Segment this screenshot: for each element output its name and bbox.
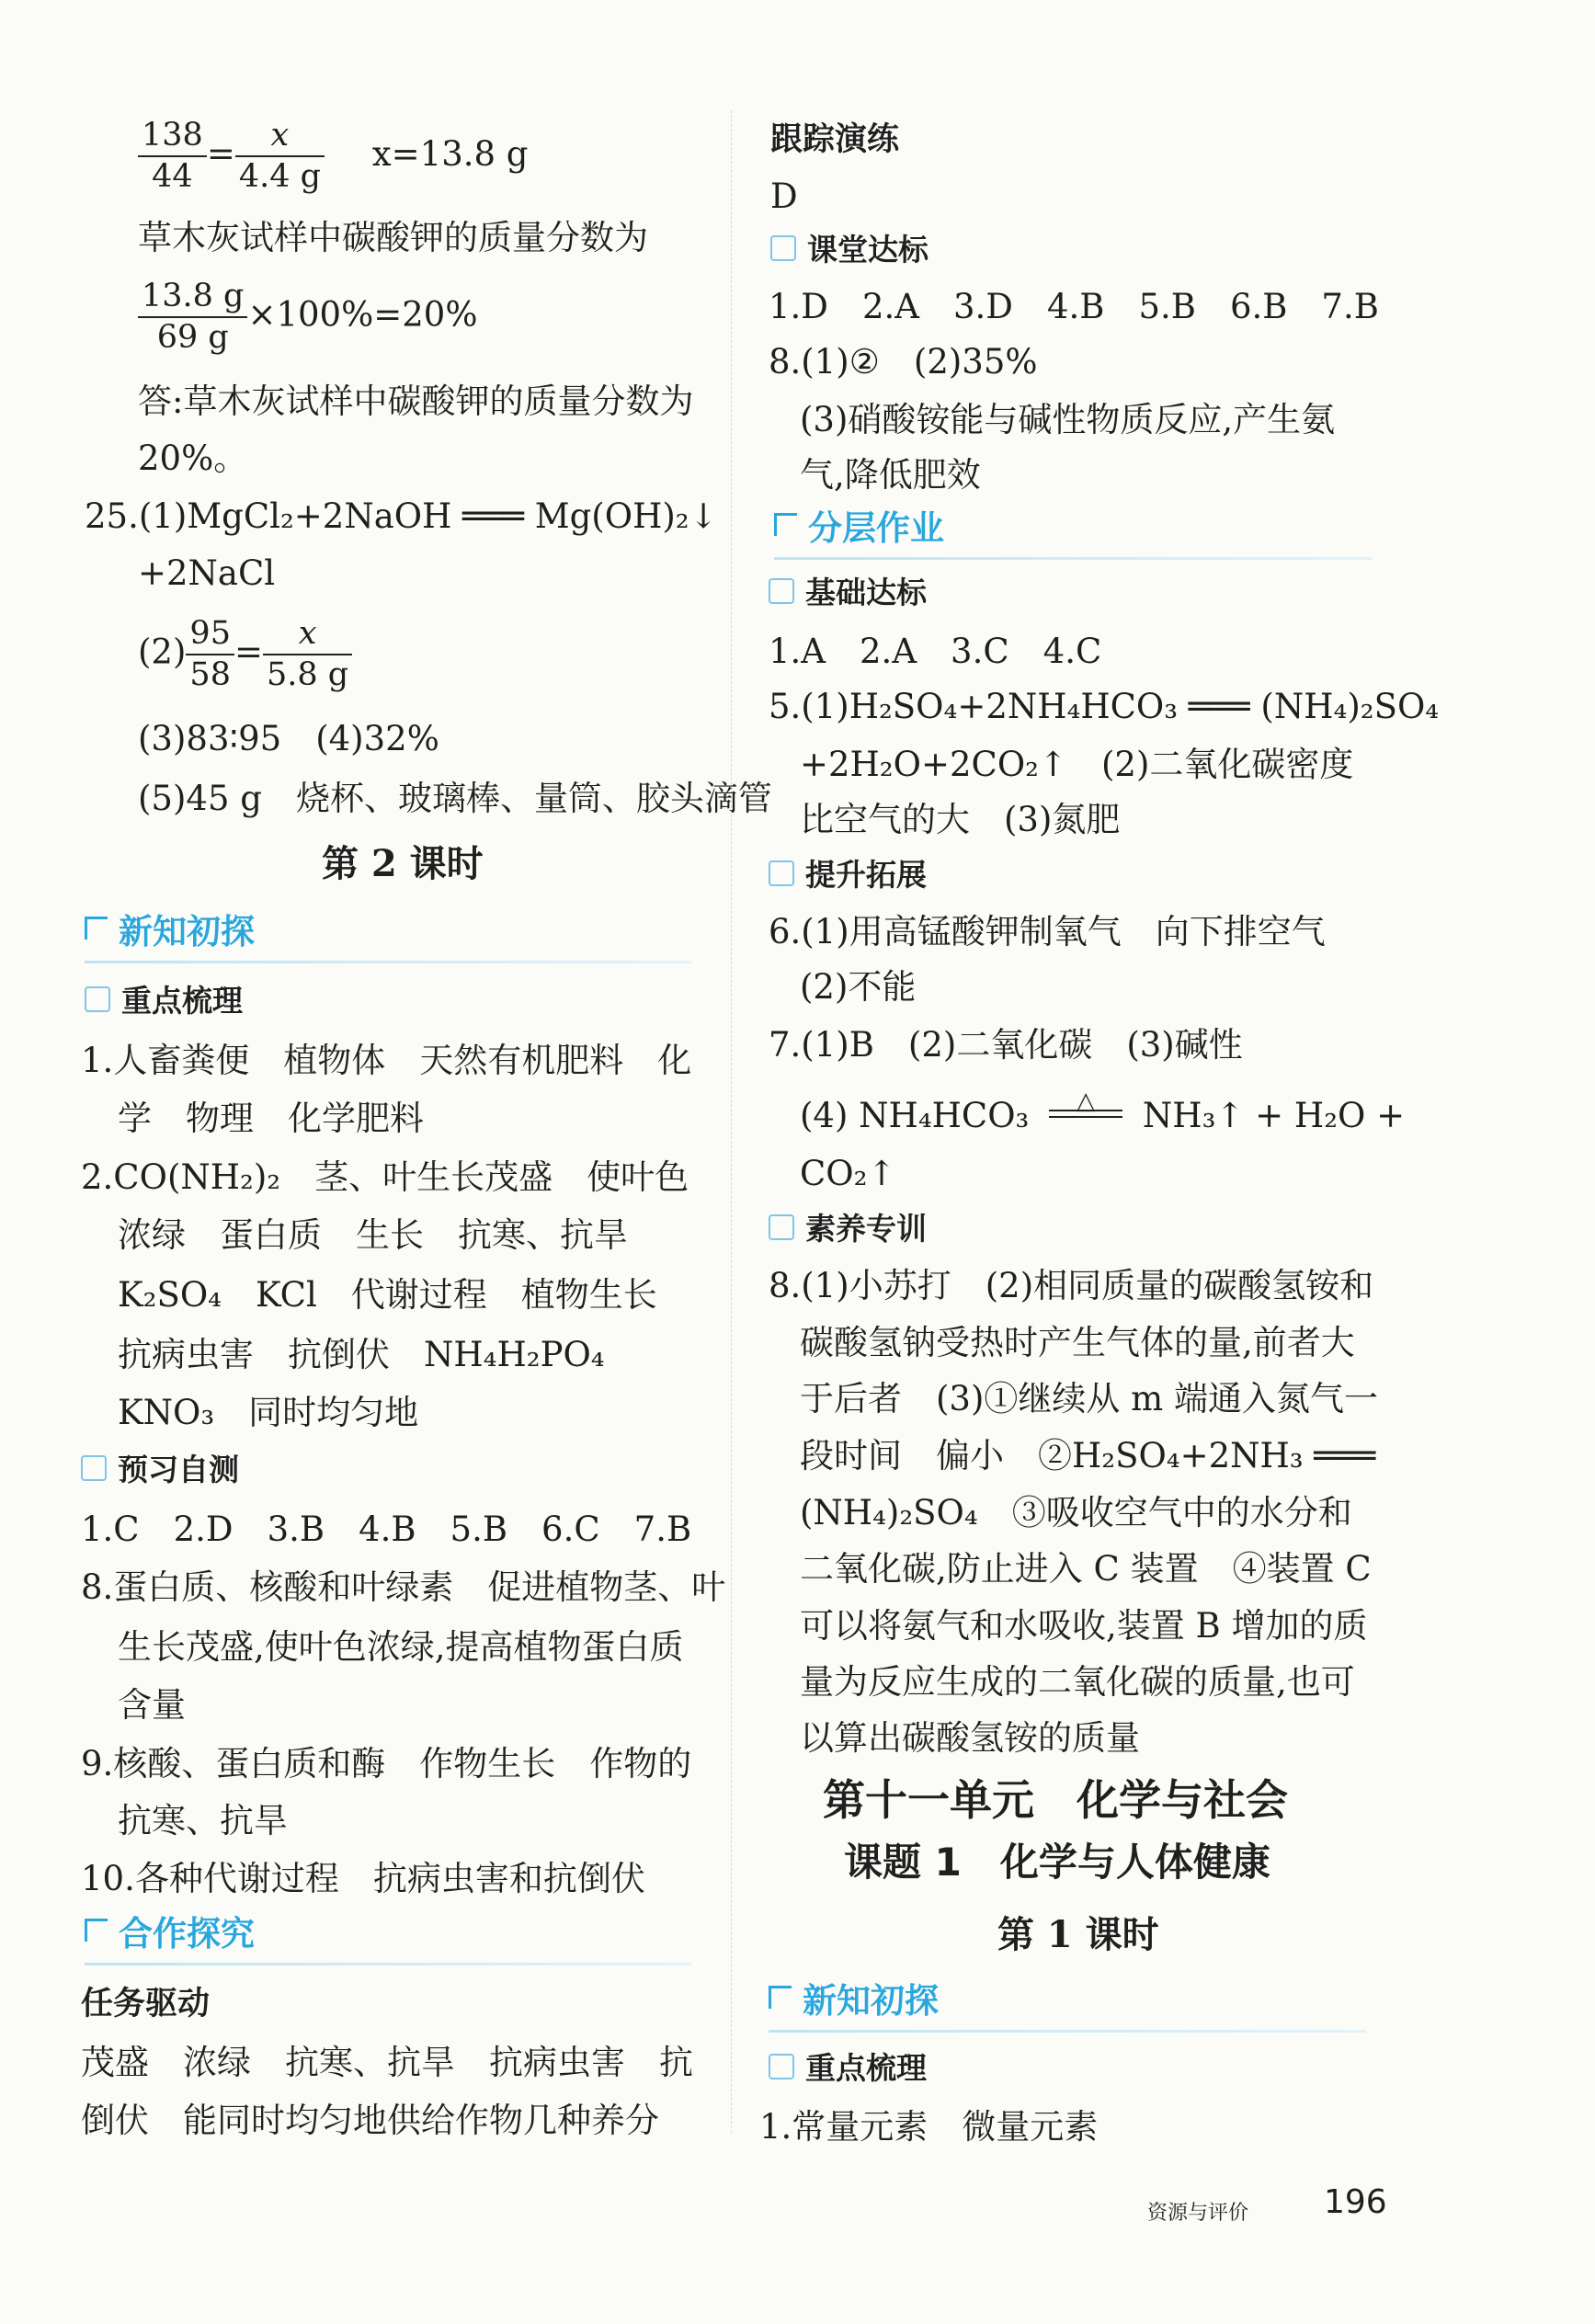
text-line: 1.C 2.D 3.B 4.B 5.B 6.C 7.B	[81, 1509, 692, 1549]
text-line: 草木灰试样中碳酸钾的质量分数为	[138, 218, 648, 257]
pen-icon	[769, 2054, 794, 2079]
fraction: $\frac{x}{4.4 g}$	[235, 120, 325, 193]
text-line: 茂盛 浓绿 抗寒、抗旱 抗病虫害 抗	[81, 2043, 693, 2082]
corner-icon	[85, 917, 108, 940]
subsection-heading: 跟踪演练	[770, 121, 900, 158]
lock-icon	[769, 578, 794, 604]
fraction: $\frac{138}{44}$	[138, 120, 207, 193]
text-line: 碳酸氢钠受热时产生气体的量,前者大	[800, 1323, 1355, 1362]
text-line: 8.(1)② (2)35%	[769, 342, 1038, 382]
text-line: 以算出碳酸氢铵的质量	[800, 1718, 1140, 1758]
text-line: 答:草木灰试样中碳酸钾的质量分数为	[138, 382, 694, 421]
text-line: 8.蛋白质、核酸和叶绿素 促进植物茎、叶	[81, 1567, 726, 1607]
text-line: 含量	[118, 1685, 186, 1725]
book-icon	[81, 1455, 107, 1481]
footer-label: 资源与评价	[1147, 2202, 1249, 2225]
subsection-heading: 课堂达标	[770, 234, 929, 265]
text-line: 8.(1)小苏打 (2)相同质量的碳酸氢铵和	[769, 1266, 1374, 1305]
text-line: (2)不能	[800, 967, 917, 1007]
text-line: 7.(1)B (2)二氧化碳 (3)碱性	[769, 1025, 1243, 1065]
lesson-title: 第 1 课时	[997, 1913, 1159, 1956]
text-line: 于后者 (3)①继续从 m 端通入氮气一	[800, 1379, 1379, 1418]
fraction: $\frac{x}{5.8 g}$	[263, 618, 352, 691]
text-line: 量为反应生成的二氧化碳的质量,也可	[800, 1662, 1355, 1702]
text-line: 1.D 2.A 3.D 4.B 5.B 6.B 7.B	[769, 287, 1379, 326]
subsection-heading: 提升拓展	[769, 860, 927, 890]
section-heading: 分层作业	[774, 511, 944, 545]
text-line: 比空气的大 (3)氮肥	[800, 800, 1121, 839]
star-icon	[769, 1214, 794, 1240]
text-line: 可以将氨气和水吸收,装置 B 增加的质	[800, 1606, 1368, 1646]
text-line: (NH₄)₂SO₄ ③吸收空气中的水分和	[800, 1493, 1352, 1532]
text-line: (3)83∶95 (4)32%	[138, 719, 439, 758]
text-line: 生长茂盛,使叶色浓绿,提高植物蛋白质	[118, 1627, 684, 1667]
subsection-heading: 任务驱动	[81, 1986, 211, 2022]
text-line: 5.(1)H₂SO₄+2NH₄HCO₃ ═══ (NH₄)₂SO₄	[769, 687, 1440, 726]
text-line: 1.常量元素 微量元素	[759, 2107, 1099, 2147]
text-line: CO₂↑	[800, 1154, 896, 1193]
subsection-heading: 素养专训	[769, 1213, 927, 1244]
section-heading: 新知初探	[769, 1984, 939, 2018]
heat-arrow: △	[1049, 1119, 1122, 1127]
column-divider	[731, 110, 732, 2133]
corner-icon	[85, 1919, 108, 1942]
lesson-title: 第 2 课时	[322, 842, 484, 885]
book-icon	[770, 235, 796, 261]
fraction: $\frac{13.8 g}{69 g}$	[138, 280, 247, 354]
fraction: $\frac{95}{58}$	[186, 618, 234, 691]
topic-title: 课题 1 化学与人体健康	[844, 1840, 1270, 1885]
text-line: 20%。	[138, 439, 248, 478]
text-line: +2NaCl	[138, 553, 276, 593]
subsection-heading: 重点梳理	[769, 2053, 927, 2083]
text-line: K₂SO₄ KCl 代谢过程 植物生长	[118, 1275, 657, 1315]
text-line: 浓绿 蛋白质 生长 抗寒、抗旱	[118, 1215, 628, 1255]
text-line: 二氧化碳,防止进入 C 装置 ④装置 C	[800, 1549, 1372, 1589]
arrow-up-icon	[769, 860, 794, 886]
text-line: 学 物理 化学肥料	[118, 1099, 424, 1138]
corner-icon	[769, 1986, 792, 2009]
subsection-heading: 基础达标	[769, 577, 927, 608]
text-line: 1.A 2.A 3.C 4.C	[769, 632, 1102, 671]
text-line: 抗寒、抗旱	[118, 1801, 288, 1840]
text-line: D	[770, 177, 798, 216]
text-line: 气,降低肥效	[800, 455, 981, 495]
unit-title: 第十一单元 化学与社会	[823, 1775, 1288, 1825]
text-line: (5)45 g 烧杯、玻璃棒、量筒、胶头滴管	[138, 779, 772, 818]
text-line: 25.(1)MgCl₂+2NaOH ═══ Mg(OH)₂↓	[85, 496, 718, 536]
equation-3: (2) $\frac{95}{58}$ = $\frac{x}{5.8 g}$	[138, 618, 352, 691]
page-number: 196	[1324, 2183, 1387, 2221]
text-line: 10.各种代谢过程 抗病虫害和抗倒伏	[81, 1859, 645, 1898]
text-line: 段时间 偏小 ②H₂SO₄+2NH₃ ═══	[800, 1436, 1376, 1475]
text-line: 抗病虫害 抗倒伏 NH₄H₂PO₄	[118, 1335, 605, 1374]
subsection-heading: 预习自测	[81, 1454, 239, 1485]
text-line: 倒伏 能同时均匀地供给作物几种养分	[81, 2101, 659, 2140]
corner-icon	[774, 513, 797, 536]
text-line: 2.CO(NH₂)₂ 茎、叶生长茂盛 使叶色	[81, 1157, 689, 1197]
section-heading: 合作探究	[85, 1917, 255, 1951]
subsection-heading: 重点梳理	[85, 985, 243, 1016]
text-line: KNO₃ 同时均匀地	[118, 1393, 419, 1432]
text-line: (3)硝酸铵能与碱性物质反应,产生氨	[800, 400, 1336, 439]
section-heading: 新知初探	[85, 915, 255, 949]
equation-line: (4) NH₄HCO₃ △ NH₃↑ + H₂O +	[800, 1088, 1406, 1135]
equation-2: $\frac{13.8 g}{69 g}$ ×100%=20%	[138, 280, 478, 354]
pen-icon	[85, 986, 110, 1012]
text-line: +2H₂O+2CO₂↑ (2)二氧化碳密度	[800, 745, 1354, 784]
text-line: 6.(1)用高锰酸钾制氧气 向下排空气	[769, 912, 1326, 951]
text-line: 1.人畜粪便 植物体 天然有机肥料 化	[81, 1041, 692, 1080]
equation-1: $\frac{138}{44}$ = $\frac{x}{4.4 g}$ x=13.8 g	[138, 120, 529, 193]
text-line: 9.核酸、蛋白质和酶 作物生长 作物的	[81, 1744, 692, 1783]
